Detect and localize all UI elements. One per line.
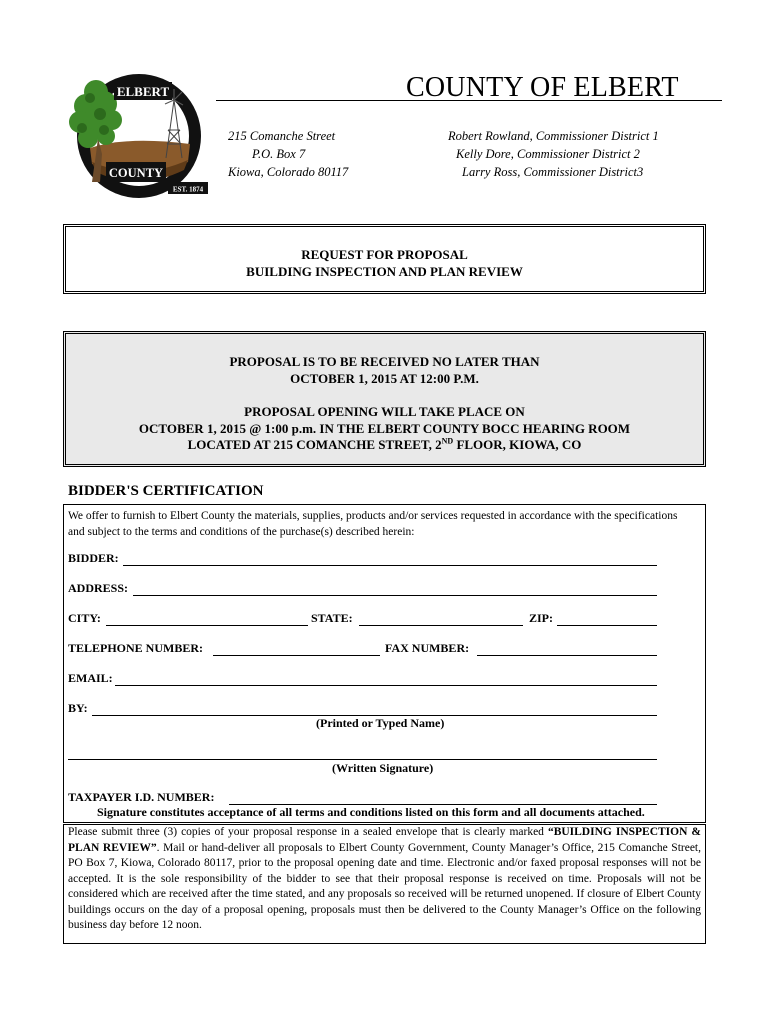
commissioner-district-3: Larry Ross, Commissioner District3 bbox=[462, 165, 644, 179]
zip-field[interactable] bbox=[557, 625, 657, 626]
city-field[interactable] bbox=[106, 625, 308, 626]
email-field[interactable] bbox=[115, 685, 657, 686]
elbert-county-logo bbox=[66, 70, 212, 202]
location-superscript: ND bbox=[441, 436, 454, 446]
state-label: STATE: bbox=[311, 611, 353, 625]
email-label: EMAIL: bbox=[68, 671, 113, 685]
opening-location bbox=[66, 437, 703, 454]
proposal-deadline-box bbox=[63, 331, 706, 467]
fax-field[interactable] bbox=[477, 655, 657, 656]
signature-caption: (Written Signature) bbox=[332, 761, 434, 775]
rfp-line-2: BUILDING INSPECTION AND PLAN REVIEW bbox=[246, 264, 523, 279]
instructions-text-start: Please submit three (3) copies of your proposal response in a sealed envelope that is clearly marked bbox=[68, 826, 548, 838]
bidder-field[interactable] bbox=[123, 565, 657, 566]
fax-label: FAX NUMBER: bbox=[385, 641, 470, 655]
location-text: LOCATED AT 215 COMANCHE STREET, 2 bbox=[187, 437, 442, 452]
by-label: BY: bbox=[68, 701, 88, 715]
rfp-title-box bbox=[63, 224, 706, 294]
logo-bottom-text: COUNTY bbox=[108, 166, 164, 180]
address-po-box: P.O. Box 7 bbox=[252, 147, 306, 161]
printed-name-caption: (Printed or Typed Name) bbox=[316, 716, 445, 730]
address-field[interactable] bbox=[133, 595, 657, 596]
deadline-line-1: PROPOSAL IS TO BE RECEIVED NO LATER THAN bbox=[229, 354, 540, 369]
instructions-text-rest: . Mail or hand-deliver all proposals to Elbert County Government, County Manager’s Office, 215 Comanche Street, PO Box 7, Kiowa, Colorado 80117, prior to the proposal opening date and time. Electronic and/or faxed proposal responses will not be accepted. It is the sole responsibility of the bidder to see that their proposal response is received on time. Proposals will not be considered which are received after the time stated, and any proposals so received will be returned unopened. If closure of Elbert County buildings occurs on the day of a proposal opening, proposals must then be delivered to the County Manager’s Office on the following business day before 12 noon. bbox=[68, 841, 702, 931]
certification-title: BIDDER'S CERTIFICATION bbox=[68, 483, 264, 499]
city-label: CITY: bbox=[68, 611, 101, 625]
commissioner-district-2: Kelly Dore, Commissioner District 2 bbox=[456, 147, 640, 161]
acceptance-note: Signature constitutes acceptance of all terms and conditions listed on this form and all documents attached. bbox=[97, 805, 645, 819]
bidder-label: BIDDER: bbox=[68, 551, 119, 565]
location-text-end: FLOOR, KIOWA, CO bbox=[453, 437, 582, 452]
address-city: Kiowa, Colorado 80117 bbox=[228, 165, 349, 179]
opening-line-1: PROPOSAL OPENING WILL TAKE PLACE ON bbox=[244, 404, 525, 419]
commissioners-list bbox=[448, 127, 659, 181]
address-label: ADDRESS: bbox=[68, 581, 129, 595]
county-address bbox=[228, 127, 348, 181]
telephone-field[interactable] bbox=[213, 655, 380, 656]
submission-instructions bbox=[68, 825, 701, 934]
deadline-line-2: OCTOBER 1, 2015 AT 12:00 P.M. bbox=[290, 370, 479, 386]
address-street: 215 Comanche Street bbox=[228, 129, 336, 143]
zip-label: ZIP: bbox=[529, 611, 553, 625]
instructions-envelope-marking: “BUILDING INSPECTION & PLAN REVIEW” bbox=[68, 826, 701, 854]
state-field[interactable] bbox=[359, 625, 523, 626]
opening-line-2: OCTOBER 1, 2015 @ 1:00 p.m. IN THE ELBERT COUNTY BOCC HEARING ROOM bbox=[138, 420, 631, 436]
certification-intro: We offer to furnish to Elbert County the materials, supplies, products and/or services requested in accordance with the specifications and subject to the terms and conditions of the purchase(s) described herein: bbox=[68, 510, 678, 538]
signature-field[interactable] bbox=[68, 759, 657, 760]
taxpayer-label: TAXPAYER I.D. NUMBER: bbox=[68, 790, 215, 804]
commissioner-district-1: Robert Rowland, Commissioner District 1 bbox=[448, 129, 659, 143]
logo-est-text: EST. 1874 bbox=[172, 185, 204, 194]
county-title: COUNTY OF ELBERT bbox=[406, 72, 679, 103]
telephone-label: TELEPHONE NUMBER: bbox=[68, 641, 204, 655]
logo-top-text: ELBERT bbox=[116, 84, 170, 99]
rfp-line-1: REQUEST FOR PROPOSAL bbox=[301, 247, 468, 262]
